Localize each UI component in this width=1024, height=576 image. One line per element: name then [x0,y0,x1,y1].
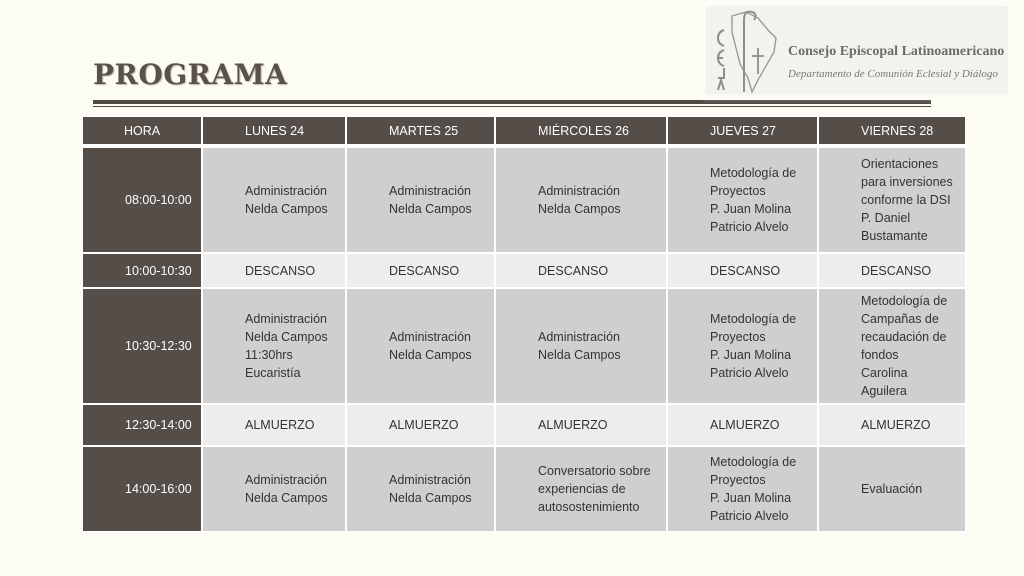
cell-text-line: Evaluación [861,482,923,496]
cell-text-line: Patricio Alvelo [710,220,789,234]
table-row [82,404,966,446]
header-jueves: JUEVES 27 [667,116,818,146]
cell-text-line: Metodología de [710,166,797,180]
schedule-cell [667,253,818,288]
logo-org-name: Consejo Episcopal Latinoamericano [788,44,1005,59]
cell-text-line: conforme la DSI [861,193,951,207]
header-hora: HORA [82,116,202,146]
cell-text-line: Metodología de [861,294,948,308]
cell-text-line: Campañas de [861,312,939,326]
cell-text-line: Proyectos [710,184,766,198]
schedule-cell [346,146,495,253]
table-row [82,288,966,404]
table-row [82,446,966,532]
cell-text-line: Bustamante [861,229,928,243]
cell-text-line: Administración [389,330,471,344]
cell-text-line: Nelda Campos [538,202,621,216]
header-viernes: VIERNES 28 [818,116,966,146]
header-martes: MARTES 25 [346,116,495,146]
cell-text-line: ALMUERZO [710,418,780,432]
schedule-cell [495,446,667,532]
cell-text-line: DESCANSO [389,263,460,278]
cell-text-line: DESCANSO [710,263,781,278]
table-row [82,253,966,288]
cell-text-line: Metodología de [710,312,797,326]
celam-emblem-icon [710,8,786,94]
cell-text-line: Proyectos [710,330,766,344]
cell-text-line: Conversatorio sobre [538,464,651,478]
time-slot-cell: 12:30-14:00 [82,404,202,446]
cell-text-line: Nelda Campos [538,348,621,362]
cell-text-line: Patricio Alvelo [710,509,789,523]
cell-text-line: Orientaciones [861,157,939,171]
schedule-cell [667,288,818,404]
time-slot-cell: 08:00-10:00 [82,146,202,253]
schedule-cell [202,253,346,288]
cell-text-line: Administración [389,184,471,198]
program-schedule-table [81,115,967,533]
cell-text-line: ALMUERZO [861,418,931,432]
cell-text-line: Patricio Alvelo [710,366,789,380]
cell-text-line: para inversiones [861,175,953,189]
cell-text-line: ALMUERZO [538,418,608,432]
schedule-cell [346,288,495,404]
schedule-cell [818,146,966,253]
cell-text-line: Aguilera [861,384,907,398]
cell-text-line: fondos [861,348,899,362]
schedule-cell [202,146,346,253]
cell-text-line: Proyectos [710,473,766,487]
title-rule-thick [93,100,931,104]
page-title: PROGRAMA [93,58,288,91]
cell-text-line: 11:30hrs [245,348,293,362]
logo-department: Departamento de Comunión Eclesial y Diálogo [788,68,998,80]
schedule-cell [818,253,966,288]
celam-logo [706,6,1008,94]
schedule-cell [667,446,818,532]
schedule-cell [667,146,818,253]
cell-text-line: experiencias de [538,482,626,496]
schedule-cell [495,146,667,253]
time-slot-cell: 10:00-10:30 [82,253,202,288]
cell-text-line: Nelda Campos [245,202,328,216]
schedule-cell [202,288,346,404]
cell-text-line: recaudación de [861,330,947,344]
header-lunes: LUNES 24 [202,116,346,146]
cell-text-line: Nelda Campos [245,491,328,505]
time-slot-cell: 10:30-12:30 [82,288,202,404]
cell-text-line: Nelda Campos [389,491,472,505]
cell-text-line: ALMUERZO [245,418,315,432]
schedule-cell [346,404,495,446]
cell-text-line: Eucaristía [245,366,301,380]
cell-text-line: P. Juan Molina [710,202,792,216]
cell-text-line: DESCANSO [538,263,609,278]
schedule-cell [818,288,966,404]
cell-text-line: Carolina [861,366,908,380]
cell-text-line: P. Daniel [861,211,911,225]
schedule-cell [667,404,818,446]
cell-text-line: Nelda Campos [389,348,472,362]
time-slot-cell: 14:00-16:00 [82,446,202,532]
schedule-cell [495,404,667,446]
cell-text-line: DESCANSO [861,263,932,278]
schedule-cell [202,404,346,446]
table-row [82,146,966,253]
cell-text-line: Administración [245,473,327,487]
schedule-cell [818,404,966,446]
cell-text-line: Administración [538,184,620,198]
schedule-cell [202,446,346,532]
schedule-cell [346,446,495,532]
cell-text-line: Nelda Campos [245,330,328,344]
cell-text-line: P. Juan Molina [710,491,792,505]
schedule-cell [818,446,966,532]
cell-text-line: autosostenimiento [538,500,640,514]
schedule-cell [495,253,667,288]
cell-text-line: Metodología de [710,455,797,469]
table-header-row [82,116,966,146]
cell-text-line: Nelda Campos [389,202,472,216]
title-rule-thin [93,106,931,107]
schedule-cell [346,253,495,288]
cell-text-line: Administración [245,312,327,326]
cell-text-line: Administración [245,184,327,198]
cell-text-line: ALMUERZO [389,418,459,432]
schedule-cell [495,288,667,404]
cell-text-line: Administración [389,473,471,487]
cell-text-line: DESCANSO [245,263,316,278]
header-miercoles: MIÉRCOLES 26 [495,116,667,146]
cell-text-line: P. Juan Molina [710,348,792,362]
cell-text-line: Administración [538,330,620,344]
